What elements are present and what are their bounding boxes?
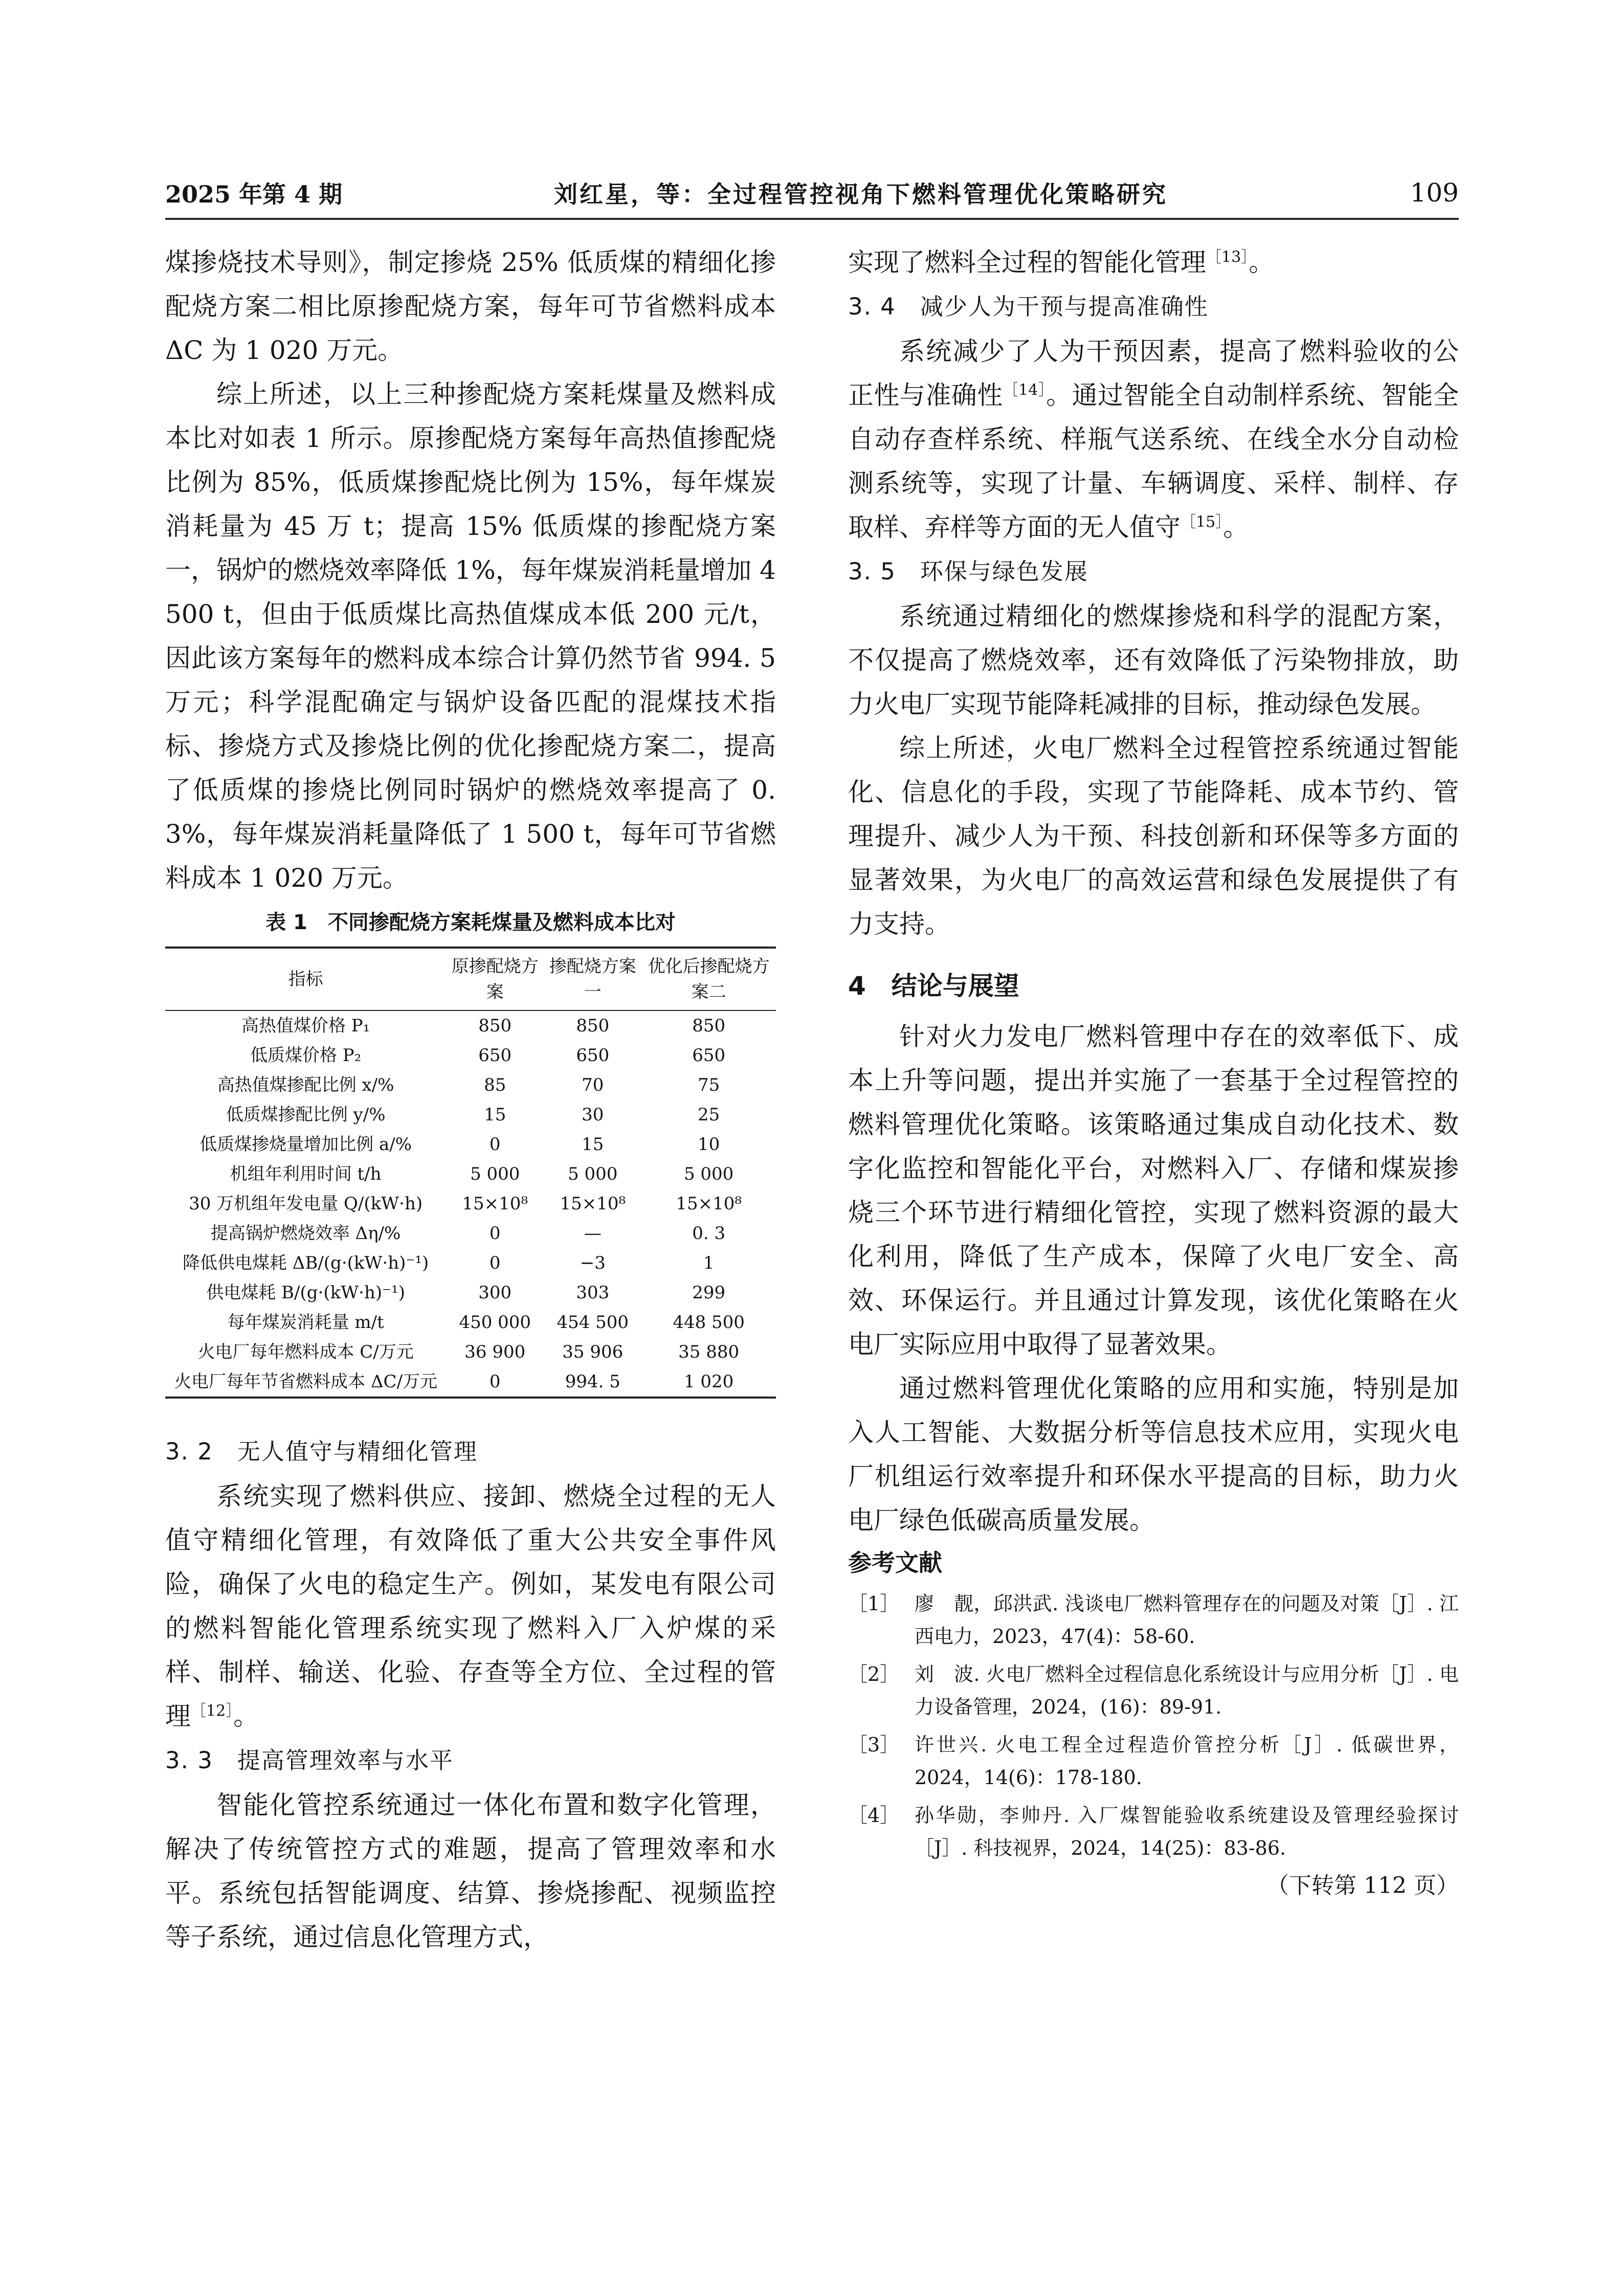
table-cell: 5 000 <box>568 1164 618 1184</box>
table-cell: — <box>584 1223 602 1244</box>
paragraph: 实现了燃料全过程的智能化管理$^{[13]}$。 <box>848 247 1275 277</box>
section-heading-3-2: 3. 2 无人值守与精细化管理 <box>165 1438 478 1465</box>
table-cell: 35 906 <box>562 1342 624 1362</box>
reference-item <box>848 1728 1459 1794</box>
table-row <box>165 1130 776 1159</box>
row-label: 火电厂每年节省燃料成本 ΔC/万元 <box>165 1367 446 1398</box>
table-cell: 850 <box>576 1016 610 1036</box>
right-column <box>848 240 1459 1902</box>
table-cell: 0 <box>489 1134 501 1155</box>
table-row <box>165 1189 776 1219</box>
reference-text: 许世兴. 火电工程全过程造价管控分析［J］. 低碳世界，2024，14(6)：178-180. <box>915 1734 1459 1789</box>
table-cell: 650 <box>692 1045 726 1066</box>
references-list <box>848 1587 1459 1864</box>
table-cell: 70 <box>582 1075 604 1095</box>
reference-number: ［2］ <box>848 1663 900 1685</box>
table-cell: 650 <box>576 1045 610 1066</box>
section-heading-3-4: 3. 4 减少人为干预与提高准确性 <box>848 293 1209 320</box>
left-column <box>165 240 776 1959</box>
reference-number: ［1］ <box>848 1592 900 1615</box>
row-label: 机组年利用时间 t/h <box>230 1164 382 1184</box>
table-cell: 10 <box>698 1134 720 1155</box>
paragraph: 综上所述，以上三种掺配烧方案耗煤量及燃料成本比对如表 1 所示。原掺配烧方案每年高热值掺配烧比例为 85%，低质煤掺配烧比例为 15%，每年煤炭消耗量为 45 万 t；提高 15% 低质煤的掺配烧方案一，锅炉的燃烧效率降低 1%，每年煤炭消耗量增加 4 500 t，但由于低质煤比高热值煤成本低 200 元/t，因此该方案每年的燃料成本综合计算仍然节省 994. 5 万元；科学混配确定与锅炉设备匹配的混煤技术指标、掺烧方式及掺烧比例的优化掺配烧方案二，提高了低质煤的掺烧比例同时锅炉的燃烧效率提高了 0. 3%，每年煤炭消耗量降低了 1 500 t，每年可节省燃料成本 1 020 万元。 <box>165 379 776 893</box>
paragraph: 系统通过精细化的燃煤掺烧和科学的混配方案，不仅提高了燃烧效率，还有效降低了污染物排放，助力火电厂实现节能降耗减排的目标，推动绿色发展。 <box>848 601 1459 719</box>
table-cell: 850 <box>692 1016 726 1036</box>
paragraph: 综上所述，火电厂燃料全过程管控系统通过智能化、信息化的手段，实现了节能降耗、成本节约、管理提升、减少人为干预、科技创新和环保等多方面的显著效果，为火电厂的高效运营和绿色发展提供了有力支持。 <box>848 733 1459 939</box>
table-cell: 15 <box>484 1105 506 1125</box>
table-header: 掺配烧方案一 <box>544 948 641 1010</box>
table-header: 指标 <box>165 948 446 1010</box>
table-cell: 650 <box>478 1045 512 1066</box>
table-row <box>165 1010 776 1041</box>
row-label: 高热值煤掺配比例 x/% <box>217 1075 394 1095</box>
table-cell: 454 500 <box>557 1312 629 1333</box>
table-caption: 表 1 不同掺配烧方案耗煤量及燃料成本比对 <box>265 911 676 934</box>
table-cell: 15×10⁸ <box>676 1194 742 1214</box>
table-row <box>165 1337 776 1367</box>
citation: ［15］ <box>1181 513 1223 531</box>
citation: ［12］ <box>191 1702 234 1720</box>
row-label: 火电厂每年燃料成本 C/万元 <box>197 1342 414 1362</box>
paragraph: 智能化管控系统通过一体化布置和数字化管理，解决了传统管控方式的难题，提高了管理效率和水平。系统包括智能调度、结算、掺烧掺配、视频监控等子系统，通过信息化管理方式， <box>165 1790 776 1952</box>
table-cell: 15×10⁸ <box>462 1194 528 1214</box>
table-cell: 36 900 <box>464 1342 526 1362</box>
table-row <box>165 1308 776 1337</box>
table-cell: 25 <box>698 1105 720 1125</box>
table-cell: 15 <box>582 1134 604 1155</box>
section-heading-3-5: 3. 5 环保与绿色发展 <box>848 558 1088 585</box>
table-cell: 0. 3 <box>692 1223 726 1244</box>
reference-item <box>848 1799 1459 1864</box>
row-label: 30 万机组年发电量 Q/(kW·h) <box>189 1194 423 1214</box>
table-header: 原掺配烧方案 <box>446 948 544 1010</box>
table-row <box>165 1159 776 1189</box>
reference-text: 廖 靓，邱洪武. 浅谈电厂燃料管理存在的问题及对策［J］. 江西电力，2023，47(4)：58-60. <box>915 1592 1459 1648</box>
citation: ［13］ <box>1206 248 1249 266</box>
table-cell: 35 880 <box>678 1342 740 1362</box>
table-cell: 0 <box>489 1223 501 1244</box>
table-row <box>165 1219 776 1248</box>
continued-note: （下转第 112 页） <box>1266 1873 1459 1899</box>
table-cell: 75 <box>698 1075 720 1095</box>
row-label: 低质煤掺烧量增加比例 a/% <box>199 1134 412 1155</box>
table-row <box>165 1248 776 1278</box>
table-cell: 450 000 <box>459 1312 531 1333</box>
reference-number: ［3］ <box>848 1734 900 1756</box>
table-cell: 994. 5 <box>544 1367 641 1398</box>
comparison-table <box>165 947 776 1399</box>
table-row <box>165 1041 776 1070</box>
row-label: 每年煤炭消耗量 m/t <box>227 1312 384 1333</box>
paragraph: 针对火力发电厂燃料管理中存在的效率低下、成本上升等问题，提出并实施了一套基于全过程管控的燃料管理优化策略。该策略通过集成自动化技术、数字化监控和智能化平台，对燃料入厂、存储和煤炭掺烧三个环节进行精细化管控，实现了燃料资源的最大化利用，降低了生产成本，保障了火电厂安全、高效、环保运行。并且通过计算发现，该优化策略在火电厂实际应用中取得了显著效果。 <box>848 1022 1459 1359</box>
reference-item <box>848 1587 1459 1653</box>
table-header: 优化后掺配烧方案二 <box>641 948 776 1010</box>
section-heading-4: 4 结论与展望 <box>848 971 1019 1001</box>
reference-item <box>848 1658 1459 1723</box>
journal-issue: 2025 年第 4 期 <box>165 181 343 208</box>
table-cell: 0 <box>489 1253 501 1273</box>
citation: ［14］ <box>1003 381 1047 399</box>
paragraph: 通过燃料管理优化策略的应用和实施，特别是加入人工智能、大数据分析等信息技术应用，实现火电厂机组运行效率提升和环保水平提高的目标，助力火电厂绿色低碳高质量发展。 <box>848 1374 1459 1535</box>
table-cell: 5 000 <box>683 1164 734 1184</box>
table-row <box>165 1100 776 1130</box>
table-cell: 0 <box>446 1367 544 1398</box>
row-label: 提高锅炉燃烧效率 Δη/% <box>210 1223 401 1244</box>
table-row <box>165 1278 776 1308</box>
table-body <box>165 1010 776 1398</box>
section-heading-3-3: 3. 3 提高管理效率与水平 <box>165 1747 454 1774</box>
table-cell: 85 <box>484 1075 506 1095</box>
table-cell: 300 <box>478 1282 512 1303</box>
table-cell: 448 500 <box>673 1312 745 1333</box>
table-cell: −3 <box>580 1253 606 1273</box>
table-cell: 15×10⁸ <box>560 1194 626 1214</box>
paragraph: 煤掺烧技术导则》，制定掺烧 25% 低质煤的精细化掺配烧方案二相比原掺配烧方案，每年可节省燃料成本 ΔC 为 1 020 万元。 <box>165 247 776 365</box>
table-row <box>165 1367 776 1398</box>
references-heading: 参考文献 <box>848 1549 942 1577</box>
table-cell: 5 000 <box>470 1164 520 1184</box>
paragraph: 系统实现了燃料供应、接卸、燃烧全过程的无人值守精细化管理，有效降低了重大公共安全事件风险，确保了火电的稳定生产。例如，某发电有限公司的燃料智能化管理系统实现了燃料入厂入炉煤的采样、制样、输送、化验、存查等全方位、全过程的管理$^{[12]}$。 <box>165 1481 776 1731</box>
table-cell: 303 <box>576 1282 610 1303</box>
reference-text: 孙华勋，李帅丹. 入厂煤智能验收系统建设及管理经验探讨［J］. 科技视界，2024，14(25)：83-86. <box>915 1804 1459 1859</box>
page-header <box>165 173 1459 220</box>
table-cell: 299 <box>692 1282 726 1303</box>
row-label: 低质煤掺配比例 y/% <box>226 1105 386 1125</box>
paragraph: 系统减少了人为干预因素，提高了燃料验收的公正性与准确性$^{[14]}$。通过智能全自动制样系统、智能全自动存查样系统、样瓶气送系统、在线全水分自动检测系统等，实现了计量、车辆调度、采样、制样、存取样、弃样等方面的无人值守$^{[15]}$。 <box>848 336 1459 542</box>
row-label: 低质煤价格 P₂ <box>250 1045 362 1066</box>
table-cell: 850 <box>478 1016 512 1036</box>
table-row <box>165 1070 776 1100</box>
reference-number: ［4］ <box>848 1804 900 1827</box>
table-cell: 30 <box>582 1105 604 1125</box>
page-number: 109 <box>1410 178 1459 208</box>
row-label: 降低供电煤耗 ΔB/(g·(kW·h)⁻¹) <box>182 1253 429 1273</box>
table-cell: 1 020 <box>641 1367 776 1398</box>
row-label: 高热值煤价格 P₁ <box>241 1016 370 1036</box>
table-cell: 1 <box>703 1253 715 1273</box>
reference-text: 刘 波. 火电厂燃料全过程信息化系统设计与应用分析［J］. 电力设备管理，2024，(16)：89-91. <box>915 1663 1459 1718</box>
row-label: 供电煤耗 B/(g·(kW·h)⁻¹) <box>206 1282 405 1303</box>
running-title: 刘红星，等：全过程管控视角下燃料管理优化策略研究 <box>554 181 1168 208</box>
